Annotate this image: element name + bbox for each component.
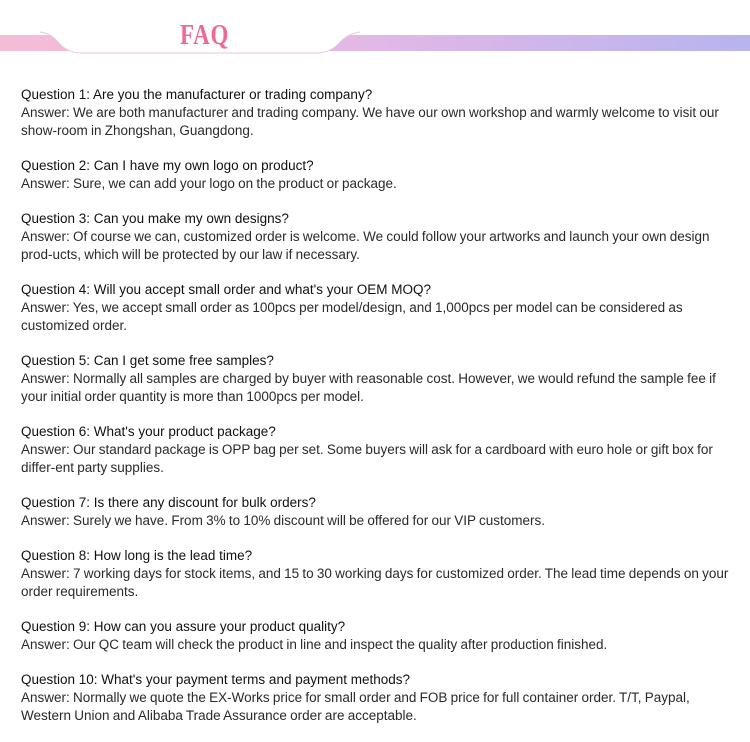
faq-answer: Answer: We are both manufacturer and trading company. We have our own workshop and warmly welcome to visit our show-room in Zhongshan, Guangdong. [21, 105, 719, 138]
faq-item [21, 210, 733, 264]
faq-answer: Answer: Normally all samples are charged by buyer with reasonable cost. However, we would refund the sample fee if your initial order quantity is more than 1000pcs per model. [21, 371, 716, 404]
faq-item [21, 547, 733, 601]
faq-question: Question 3: Can you make my own designs? [21, 211, 289, 226]
faq-answer: Answer: Surely we have. From 3% to 10% discount will be offered for our VIP customers. [21, 513, 545, 528]
faq-question: Question 4: Will you accept small order and what's your OEM MOQ? [21, 282, 431, 297]
faq-answer: Answer: Normally we quote the EX-Works price for small order and FOB price for full container order. T/T, Paypal, Western Union and Alibaba Trade Assurance order are acceptable. [21, 690, 690, 723]
faq-answer: Answer: Of course we can, customized order is welcome. We could follow your artworks and launch your own design prod-ucts, which will be protected by our law if necessary. [21, 229, 710, 262]
faq-header [0, 0, 750, 60]
faq-question: Question 8: How long is the lead time? [21, 548, 253, 563]
faq-item [21, 423, 733, 477]
faq-question: Question 6: What's your product package? [21, 424, 276, 439]
faq-item [21, 494, 733, 530]
faq-answer: Answer: Our QC team will check the product in line and inspect the quality after production finished. [21, 637, 608, 652]
faq-item [21, 157, 733, 193]
faq-title: FAQ [180, 20, 230, 51]
faq-item [21, 618, 733, 654]
faq-item [21, 86, 733, 140]
faq-answer: Answer: Yes, we accept small order as 100pcs per model/design, and 1,000pcs per model can be considered as customized order. [21, 300, 683, 333]
faq-question: Question 1: Are you the manufacturer or trading company? [21, 87, 373, 102]
faq-question: Question 7: Is there any discount for bulk orders? [21, 495, 316, 510]
faq-question: Question 10: What's your payment terms and payment methods? [21, 672, 411, 687]
faq-question: Question 2: Can I have my own logo on product? [21, 158, 314, 173]
faq-answer: Answer: 7 working days for stock items, and 15 to 30 working days for customized order. The lead time depends on your order requirements. [21, 566, 729, 599]
faq-question: Question 9: How can you assure your product quality? [21, 619, 346, 634]
faq-answer: Answer: Our standard package is OPP bag per set. Some buyers will ask for a cardboard with euro hole or gift box for differ-ent party supplies. [21, 442, 713, 475]
faq-item [21, 352, 733, 406]
faq-answer: Answer: Sure, we can add your logo on the product or package. [21, 176, 397, 191]
faq-item [21, 671, 733, 725]
faq-list [21, 86, 733, 742]
faq-item [21, 281, 733, 335]
faq-question: Question 5: Can I get some free samples? [21, 353, 274, 368]
